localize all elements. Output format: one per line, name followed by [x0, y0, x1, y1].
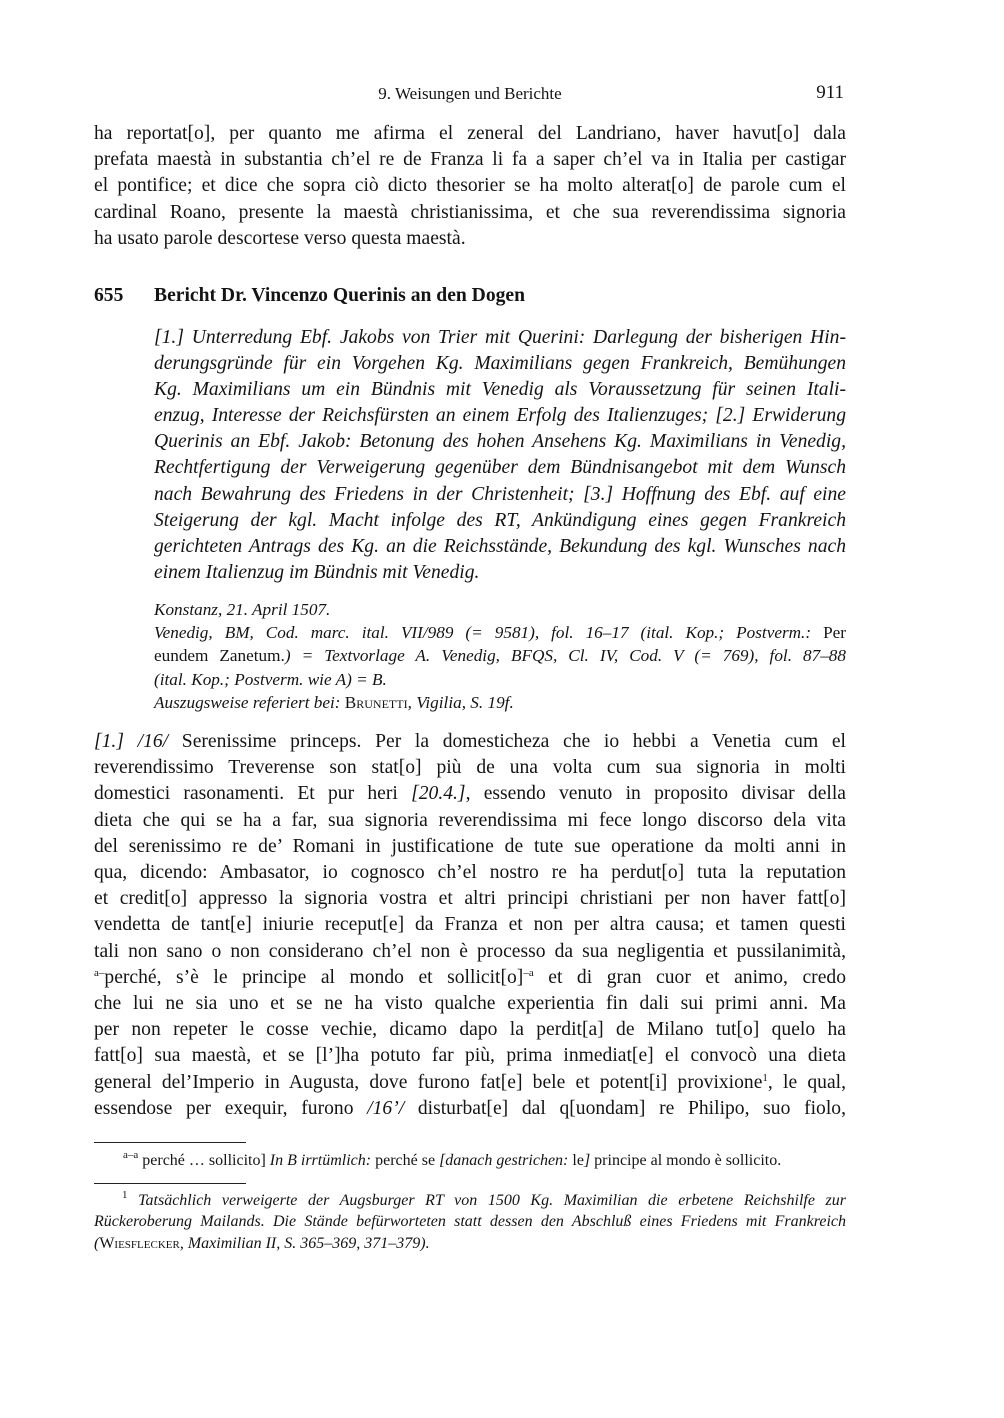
folio-marker: /16’/ — [367, 1097, 405, 1119]
footnote-line: Rückeroberung Mailands. Die Stände befürworteten statt dessen den Abschluß eines Friedens mit Frankreich — [94, 1213, 846, 1231]
source-line: Venedig, BM, Cod. marc. ital. VII/989 (= 9581), fol. 16–17 (ital. Kop.; Postverm.: Per — [154, 623, 847, 643]
page-number: 911 — [816, 82, 844, 103]
text-line: ha reportat[o], per quanto me afirma el zeneral del Landriano, haver havut[o] dala — [94, 123, 846, 144]
variant-mark: a– — [94, 966, 105, 979]
regest-line: Querinis an Ebf. Jakob: Betonung des hohen Ansehens Kg. Maximilians in Venedig, — [154, 431, 846, 453]
text-line: reverendissimo Treverense son stat[o] più de una volta cum sua signoria in molti — [94, 757, 846, 779]
text-line: che lui ne sia uno et se ne ha visto qualche experientia fin dali sui primi anni. Ma — [94, 993, 846, 1015]
text-line: per non repeter le cosse vechie, dicamo dapo la perdit[a] de Milano tut[o] quelo ha — [94, 1019, 846, 1041]
running-head — [94, 82, 846, 108]
footnote-line: (Wiesflecker, Maximilian II, S. 365–369, 371–379). — [94, 1234, 430, 1252]
footnote-reference: 1 — [762, 1071, 768, 1084]
text-line: cardinal Roano, presente la maestà christianissima, et che sua reverendissima signoria — [94, 201, 846, 223]
author-name: Brunetti — [344, 692, 408, 712]
text-line: qua, dicendo: Ambasator, io cognosco ch’el nostro re ha perdut[o] tuta la reputation — [94, 862, 846, 884]
text-line: del serenissimo re de’ Romani in justificatione de tute sue operatione da molti anni in — [94, 835, 846, 857]
text-line: el pontifice; et dice che sopra ciò dicto thesorier se ha molto alterat[o] de parole cum el — [94, 175, 846, 197]
document-body — [94, 729, 846, 1122]
regest-line: Steigerung der kgl. Macht infolge des RT, Ankündigung eines gegen Frankreich — [154, 509, 846, 531]
text-line: $^{a-}$perché, s’è le principe al mondo et $sollicit[o]^{-a}$ et di gran cuor et animo, credo — [94, 966, 846, 988]
literature-reference: Auszugsweise referiert bei: Brunetti, Vigilia, S. 19f. — [154, 692, 514, 712]
text-line: prefata maestà in substantia ch’el re de Franza li fa a saper ch’el va in Italia per castigar — [94, 149, 846, 171]
footnote-mark: 1 — [122, 1189, 128, 1201]
regest-line: gerichteten Antrags des Kg. an die Reichsstände, Bekundung des kgl. Wunsches nach — [154, 535, 846, 557]
text-line: vendetta de tant[e] iniurie receput[e] da Franza et non per altra causa; et tamen questi — [94, 914, 846, 936]
document-date: Konstanz, 21. April 1507. — [154, 600, 331, 619]
variant-mark: –a — [523, 966, 534, 979]
text-line: dieta che qui se ha a far, sua signoria reverendissima mi fece longo discorso dela vita — [94, 809, 846, 831]
document-number: 655 — [94, 285, 124, 306]
regest-line: Rechtfertigung der Verweigerung gegenüber dem Bündnisangebot mit dem Wunsch — [154, 457, 846, 479]
date-annotation: [20.4.] — [411, 783, 466, 805]
document-title: Bericht Dr. Vincenzo Querinis an den Dogen — [154, 285, 526, 306]
source-line: (ital. Kop.; Postverm. wie A) = B. — [154, 669, 387, 689]
regest-line: enzug, Interesse der Reichsfürsten an einem Erfolg des Italienzuges; [2.] Erwiderung — [154, 405, 846, 427]
author-name: Wiesflecker — [99, 1234, 180, 1252]
content-footnote — [94, 1190, 846, 1254]
source-line: eundem Zanetum.) = Textvorlage A. Venedig, BFQS, Cl. IV, Cod. V (= 769), fol. 87–88 — [154, 646, 846, 666]
source-metadata — [154, 598, 846, 714]
text-line: essendose per exequir, furono /16’/ disturbat[e] dal q[uondam] re Philipo, suo fiolo, — [94, 1097, 846, 1119]
footnote-rule — [94, 1142, 246, 1143]
regest-line: [1.] Unterredung Ebf. Jakobs von Trier mit Querini: Darlegung der bisherigen Hin- — [154, 327, 846, 348]
intro-paragraph — [94, 121, 846, 252]
footnote-rule — [94, 1183, 246, 1184]
variant-footnote: $^{a-a}$ perché … sollicito] In B irrtümlich: perché se [danach gestrichen: le] principe al mondo è sollicito. — [123, 1149, 782, 1169]
section-marker: [1.] /16/ — [94, 731, 169, 752]
text-line: et credit[o] appresso la signoria vostra et altri principi christiani per non haver fatt[o] — [94, 888, 846, 910]
regest-summary — [154, 325, 846, 586]
text-line: [1.] /16/ Serenissime princeps. Per la domesticheza che io hebbi a Venetia cum el — [94, 731, 847, 752]
document-heading — [94, 285, 525, 307]
footnote-line: $^1$ Tatsächlich verweigerte der Augsburger RT von 1500 Kg. Maximilian die erbetene Reichshilfe zur — [122, 1189, 846, 1209]
footnote-mark: a–a — [123, 1149, 139, 1161]
text-line: ha usato parole descortese verso questa maestà. — [94, 227, 466, 249]
regest-line: nach Bewahrung des Friedens in der Christenheit; [3.] Hoffnung des Ebf. auf eine — [154, 483, 846, 505]
regest-line: Kg. Maximilians um ein Bündnis mit Venedig als Voraussetzung für seinen Itali- — [154, 379, 846, 401]
text-line: domestici rasonamenti. Et pur heri [20.4.], essendo venuto in proposito divisar della — [94, 783, 846, 805]
running-head-title: 9. Weisungen und Berichte — [378, 84, 562, 103]
text-line: fatt[o] sua maestà, et se [l’]ha potuto far più, prima inmediat[e] el convocò una dieta — [94, 1045, 846, 1067]
text-line: tali non sano o non considerano ch’el non è processo da sua negligentia et pussilanimità, — [94, 940, 846, 962]
regest-line: einem Italienzug im Bündnis mit Venedig. — [154, 561, 480, 583]
text-line: general del’Imperio in Augusta, dove furono fat[e] bele et potent[i] provixione$^1$, le qual, — [94, 1071, 847, 1093]
regest-line: derungsgründe für ein Vorgehen Kg. Maximilians gegen Frankreich, Bemühungen — [154, 353, 846, 375]
